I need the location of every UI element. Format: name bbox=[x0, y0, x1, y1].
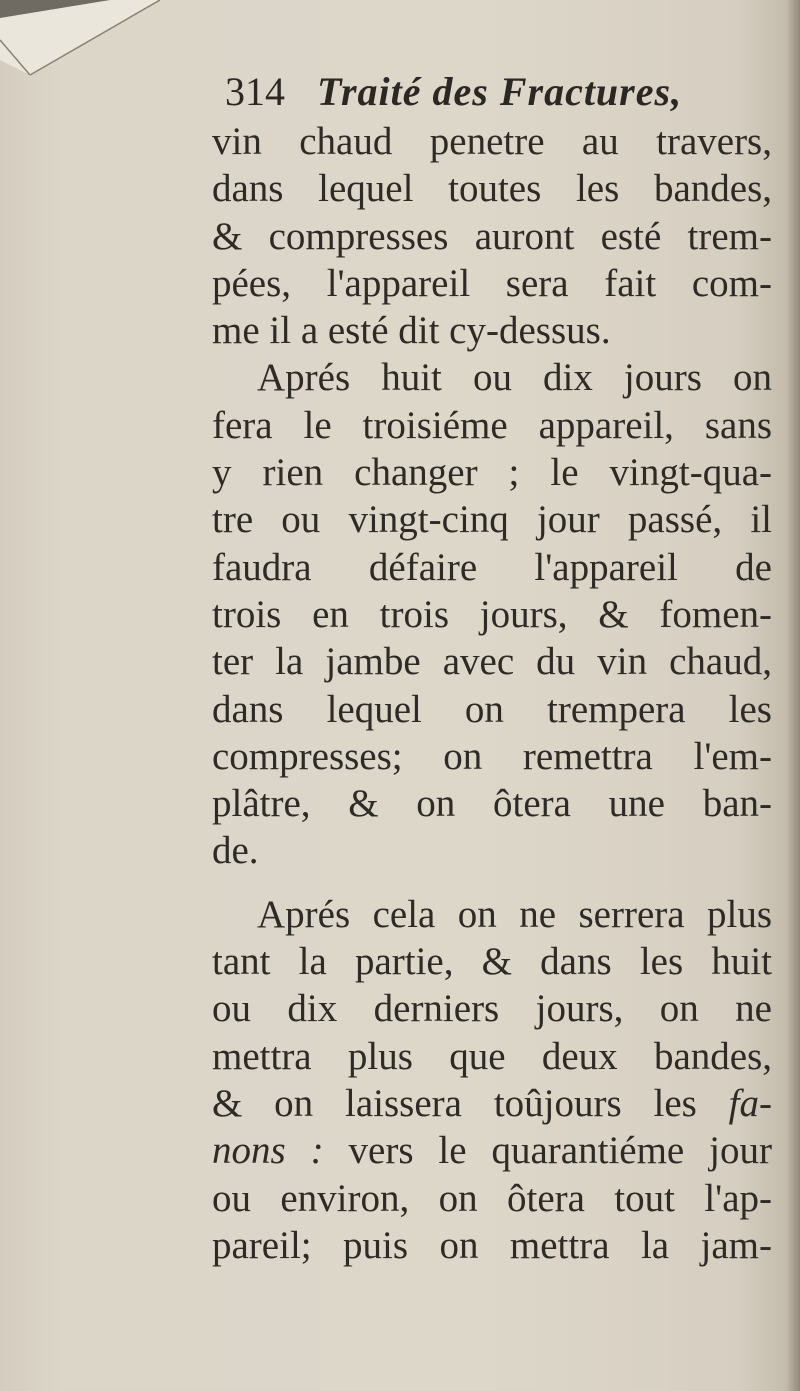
text-line: trois en trois jours, & fomen- bbox=[212, 592, 772, 636]
page-corner-fold bbox=[0, 0, 160, 80]
text-line: faudra défaire l'appareil de bbox=[212, 545, 772, 589]
body-text bbox=[212, 118, 772, 1269]
text-line: dans lequel toutes les bandes, bbox=[212, 167, 772, 211]
paragraph-gap bbox=[212, 875, 772, 891]
text-line: Aprés cela on ne serrera plus bbox=[257, 892, 772, 936]
text-line: fera le troisiéme appareil, sans bbox=[212, 403, 772, 447]
text-line: tant la partie, & dans les huit bbox=[212, 940, 772, 984]
running-head bbox=[225, 68, 682, 115]
page-number: 314 bbox=[225, 69, 285, 114]
paragraph-1 bbox=[212, 118, 772, 354]
text-line: tre ou vingt-cinq jour passé, il bbox=[212, 498, 772, 542]
text-line: plâtre, & on ôtera une ban- bbox=[212, 782, 772, 826]
text-line: ou dix derniers jours, on ne bbox=[212, 987, 772, 1031]
paragraph-2 bbox=[212, 354, 772, 874]
text-line bbox=[212, 1127, 772, 1174]
text-line: pareil; puis on mettra la jam- bbox=[212, 1223, 772, 1267]
text-line: me il a esté dit cy-dessus. bbox=[212, 309, 611, 353]
line-text: nons : vers le quarantiéme jour bbox=[212, 1129, 772, 1173]
text-line: y rien changer ; le vingt-qua- bbox=[212, 451, 772, 495]
text-line: mettra plus que deux bandes, bbox=[212, 1034, 772, 1078]
italic-word: nons : bbox=[212, 1129, 324, 1173]
page-gutter-shadow bbox=[786, 0, 800, 1391]
text-line bbox=[212, 1080, 772, 1127]
text-line: ter la jambe avec du vin chaud, bbox=[212, 640, 772, 684]
text-line: & compresses auront esté trem- bbox=[212, 214, 772, 258]
text-line: de. bbox=[212, 829, 259, 873]
line-text: & on laissera toûjours les bbox=[212, 1081, 729, 1125]
text-line: Aprés huit ou dix jours on bbox=[257, 356, 772, 400]
text-line: pées, l'appareil sera fait com- bbox=[212, 261, 772, 305]
italic-word: fa- bbox=[728, 1081, 772, 1125]
text-line: ou environ, on ôtera tout l'ap- bbox=[212, 1176, 772, 1220]
text-line: vin chaud penetre au travers, bbox=[212, 120, 772, 163]
text-line: dans lequel on trempera les bbox=[212, 687, 772, 731]
paragraph-3 bbox=[212, 891, 772, 1269]
text-line: compresses; on remettra l'em- bbox=[212, 734, 772, 778]
running-title: Traité des Fractures, bbox=[317, 69, 683, 114]
